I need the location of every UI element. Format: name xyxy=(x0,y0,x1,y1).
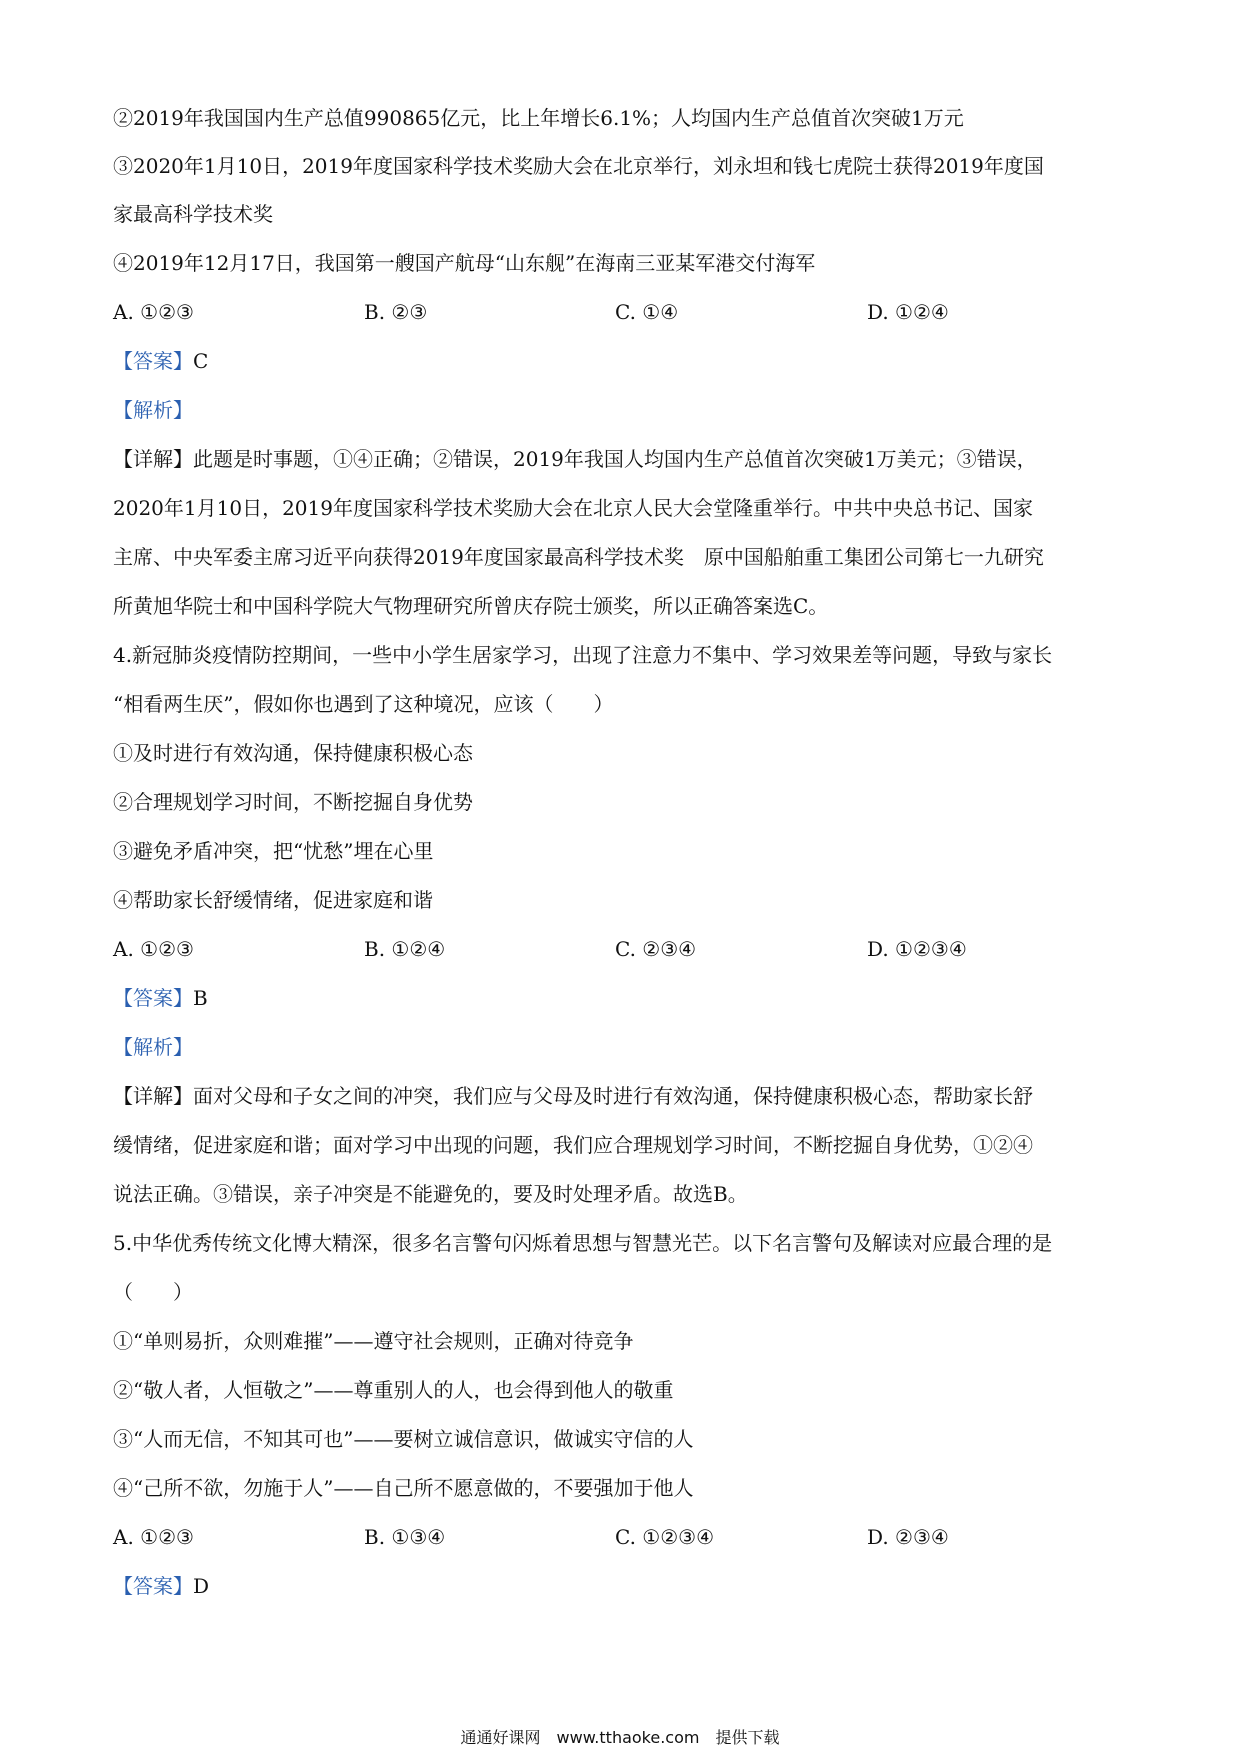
detail-text: 此题是时事题，①④正确；②错误，2019年我国人均国内生产总值首次突破1万美元；③错误， xyxy=(193,447,1037,471)
q5-item-3: ③“人而无信，不知其可也”——要树立诚信意识，做诚实守信的人 xyxy=(113,1427,694,1451)
q3-detail-line-1 xyxy=(113,445,1037,473)
q5-option-d: D. ②③④ xyxy=(867,1525,949,1549)
q3-answer xyxy=(113,347,208,375)
answer-value: C xyxy=(193,349,209,373)
q3-option-c: C. ①④ xyxy=(615,300,679,324)
q3-detail-line-2: 2020年1月10日，2019年度国家科学技术奖励大会在北京人民大会堂隆重举行。中共中央总书记、国家 xyxy=(113,496,1033,520)
answer-tag: 【答案】 xyxy=(113,349,193,373)
detail-text: 面对父母和子女之间的冲突，我们应与父母及时进行有效沟通，保持健康积极心态，帮助家长舒 xyxy=(193,1084,1033,1108)
q5-options xyxy=(113,1523,1133,1551)
q5-stem-line-2: （ ） xyxy=(113,1280,193,1304)
q5-option-c: C. ①②③④ xyxy=(615,1525,715,1549)
q3-item-3-line-2: 家最高科学技术奖 xyxy=(113,202,273,226)
q3-option-b: B. ②③ xyxy=(364,300,428,324)
q3-option-d: D. ①②④ xyxy=(867,300,949,324)
q4-answer xyxy=(113,984,208,1012)
q4-detail-line-2: 缓情绪，促进家庭和谐；面对学习中出现的问题，我们应合理规划学习时间，不断挖掘自身优势，①②④ xyxy=(113,1133,1033,1157)
analysis-tag: 【解析】 xyxy=(113,398,193,422)
q5-answer xyxy=(113,1572,209,1600)
q5-option-b: B. ①③④ xyxy=(364,1525,446,1549)
q3-options xyxy=(113,298,1133,326)
detail-tag: 【详解】 xyxy=(113,1084,193,1108)
q5-item-1: ①“单则易折，众则难摧”——遵守社会规则，正确对待竞争 xyxy=(113,1329,634,1353)
q4-item-4: ④帮助家长舒缓情绪，促进家庭和谐 xyxy=(113,888,433,912)
q4-detail-line-1 xyxy=(113,1082,1033,1110)
detail-tag: 【详解】 xyxy=(113,447,193,471)
answer-tag: 【答案】 xyxy=(113,986,193,1010)
q3-detail-line-3: 主席、中央军委主席习近平向获得2019年度国家最高科学技术奖 原中国船舶重工集团公司第七一九研究 xyxy=(113,545,1044,569)
answer-value: D xyxy=(193,1574,210,1598)
q4-analysis xyxy=(113,1033,193,1061)
q5-option-a: A. ①②③ xyxy=(113,1525,194,1549)
q4-option-c: C. ②③④ xyxy=(615,937,697,961)
answer-value: B xyxy=(193,986,208,1010)
q4-item-3: ③避免矛盾冲突，把“忧愁”埋在心里 xyxy=(113,839,434,863)
q3-item-3-line-1: ③2020年1月10日，2019年度国家科学技术奖励大会在北京举行，刘永坦和钱七虎院士获得2019年度国 xyxy=(113,154,1044,178)
q3-item-4: ④2019年12月17日，我国第一艘国产航母“山东舰”在海南三亚某军港交付海军 xyxy=(113,251,816,275)
page-footer: 通通好课网 www.tthaoke.com 提供下载 xyxy=(460,1728,780,1747)
q3-detail-line-4: 所黄旭华院士和中国科学院大气物理研究所曾庆存院士颁奖，所以正确答案选C。 xyxy=(113,594,829,618)
analysis-tag: 【解析】 xyxy=(113,1035,193,1059)
q4-stem-line-1: 4.新冠肺炎疫情防控期间，一些中小学生居家学习，出现了注意力不集中、学习效果差等问题，导致与家长 xyxy=(113,643,1053,667)
q5-item-2: ②“敬人者，人恒敬之”——尊重别人的人，也会得到他人的敬重 xyxy=(113,1378,674,1402)
q4-option-b: B. ①②④ xyxy=(364,937,446,961)
q4-options xyxy=(113,935,1133,963)
q4-item-2: ②合理规划学习时间，不断挖掘自身优势 xyxy=(113,790,473,814)
q4-stem-line-2: “相看两生厌”，假如你也遇到了这种境况，应该（ ） xyxy=(113,692,614,716)
q3-option-a: A. ①②③ xyxy=(113,300,194,324)
q5-stem-line-1: 5.中华优秀传统文化博大精深，很多名言警句闪烁着思想与智慧光芒。以下名言警句及解读对应最合理的是 xyxy=(113,1231,1053,1255)
q4-option-a: A. ①②③ xyxy=(113,937,194,961)
answer-tag: 【答案】 xyxy=(113,1574,193,1598)
q4-item-1: ①及时进行有效沟通，保持健康积极心态 xyxy=(113,741,473,765)
q3-item-2: ②2019年我国国内生产总值990865亿元，比上年增长6.1%；人均国内生产总值首次突破1万元 xyxy=(113,106,964,130)
q3-analysis xyxy=(113,396,193,424)
q4-option-d: D. ①②③④ xyxy=(867,937,967,961)
q4-detail-line-3: 说法正确。③错误，亲子冲突是不能避免的，要及时处理矛盾。故选B。 xyxy=(113,1182,748,1206)
q5-item-4: ④“己所不欲，勿施于人”——自己所不愿意做的，不要强加于他人 xyxy=(113,1476,694,1500)
